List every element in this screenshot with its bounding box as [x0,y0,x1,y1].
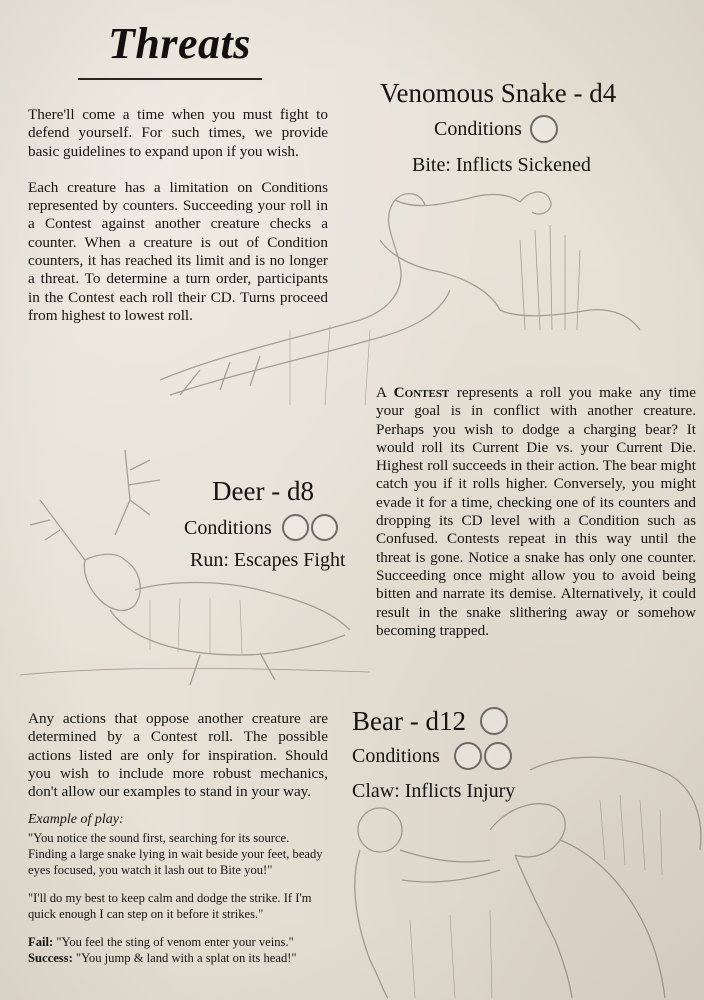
example-success [28,950,328,966]
intro-paragraph-2: Each creature has a limitation on Conditions represented by counters. Succeeding your roll in a Contest against another creature checks a counter. When a creature is out of Condition counters, it has reached its limit and is no longer a threat. To determine a turn order, participants in the Contest each roll their CD. Turns proceed from highest to lowest roll. [28,178,328,324]
deer-stat-block [180,476,346,573]
condition-counter[interactable] [530,115,558,143]
bear-ability: Claw: Inflicts Injury [352,780,516,802]
contest-lead: A [376,384,387,401]
fail-label: Fail: [28,935,54,949]
snake-conditions [434,115,616,143]
snake-ability: Bite: Inflicts Sickened [412,154,591,176]
deer-conditions-label: Conditions [184,516,272,539]
example-fail [28,934,328,950]
contest-paragraph [376,384,696,640]
condition-counter[interactable] [311,514,338,541]
condition-counter[interactable] [480,707,508,735]
example-heading: Example of play: [28,812,124,827]
bear-name-row [352,706,515,736]
contest-text [376,384,696,640]
actions-text [28,710,328,801]
deer-ability: Run: Escapes Fight [190,549,346,571]
success-label: Success: [28,951,73,965]
snake-stat-block [380,78,616,178]
snake-attack-illustration [140,180,660,410]
bear-conditions-label: Conditions [352,745,440,767]
example-of-play [28,812,328,966]
title-divider [78,78,262,80]
actions-paragraph: Any actions that oppose another creature are determined by a Contest roll. The possible actions listed are only for inspiration. Should you wish to include more robust mechanics, don't allow our examples to stand in your way. [28,710,328,801]
condition-counter[interactable] [454,742,482,770]
bear-name: Bear - d12 [352,706,466,736]
fail-text: "You feel the sting of venom enter your veins." [56,935,294,949]
example-quote-2: "I'll do my best to keep calm and dodge the strike. If I'm quick enough I can step on it before it strikes." [28,891,312,921]
condition-counter[interactable] [282,514,309,541]
snake-conditions-label: Conditions [434,118,522,140]
condition-counter[interactable] [484,742,512,770]
example-quote-1: "You notice the sound first, searching for its source. Finding a large snake lying in wait beside your feet, beady eyes focused, you watch it lash out to Bite you!" [28,831,323,877]
deer-name: Deer - d8 [212,476,314,506]
success-text: "You jump & land with a splat on its head!" [75,951,297,965]
bear-conditions [352,742,515,770]
deer-conditions [184,514,346,541]
bear-stat-block [352,706,515,804]
intro-paragraph-1: There'll come a time when you must fight to defend yourself. For such times, we provide basic guidelines to expand upon if you wish. [28,106,328,160]
contest-body: represents a roll you make any time your goal is in conflict with another creature. Perhaps you wish to dodge a charging bear? It would roll its Current Die vs. your Current Die. Highest roll succeeds in their action. The bear might catch you if it rolls higher. Conversely, you might evade it for a time, checking one of its counters and dropping its CD level with a Condition such as Confused. Contests repeat in this way until the threat is gone. Notice a snake has only one counter. Succeeding once might allow you to avoid being bitten and narrate its demise. Alternatively, it could result in the snake slithering away or somehow becoming trapped. [376,384,696,639]
contest-term: Contest [393,384,450,401]
page-title: Threats [108,19,251,68]
snake-name: Venomous Snake - d4 [380,78,617,108]
